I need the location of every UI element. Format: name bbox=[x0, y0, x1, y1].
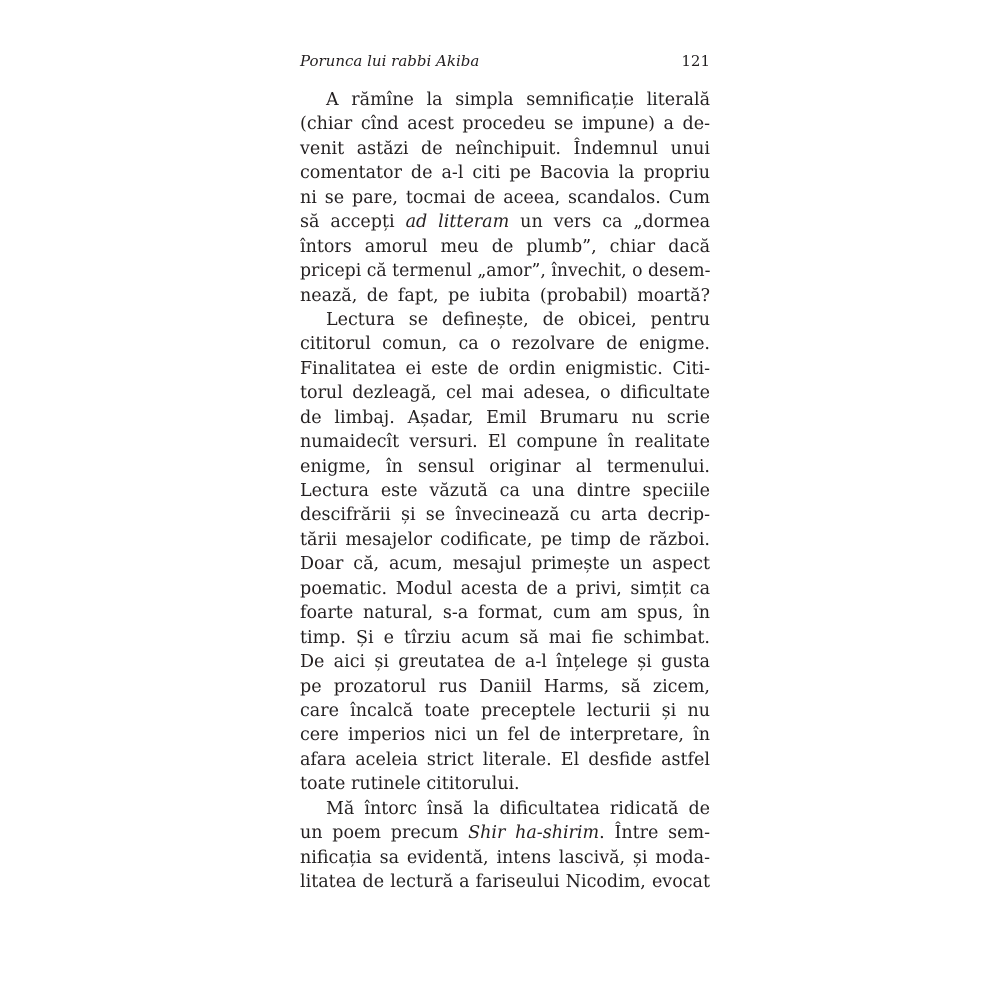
text-line: Finalitatea ei este de ordin enigmistic. Citi- bbox=[300, 358, 710, 379]
text-line: cere imperios nici un fel de interpretare, în bbox=[300, 725, 710, 746]
text-line: descifrării și se învecinează cu arta decrip- bbox=[300, 505, 710, 526]
latin-phrase: ad litteram bbox=[405, 212, 510, 233]
text-line: torul dezleagă, cel mai adesea, o dificultate bbox=[300, 383, 710, 404]
text-line: tării mesajelor codificate, pe timp de război. bbox=[300, 529, 710, 550]
running-title: Porunca lui rabbi Akiba bbox=[300, 52, 480, 70]
text-line: de limbaj. Așadar, Emil Brumaru nu scrie bbox=[300, 407, 710, 428]
text-line: Doar că, acum, mesajul primește un aspect bbox=[300, 554, 710, 575]
text-line: numaidecît versuri. El compune în realitate bbox=[300, 432, 710, 453]
text-line: cititorul comun, ca o rezolvare de enigme. bbox=[300, 334, 710, 355]
text-line: un poem precum Shir ha-shirim. Între sem- bbox=[300, 823, 710, 844]
paragraph bbox=[300, 797, 710, 895]
text-line: A rămîne la simpla semnificație literală bbox=[326, 90, 710, 110]
text-line: litatea de lectură a fariseului Nicodim, evocat bbox=[300, 872, 710, 892]
poem-title: Shir ha-shirim bbox=[468, 823, 600, 844]
text-line: să accepți ad litteram un vers ca „dormea bbox=[300, 212, 710, 233]
text-line: pricepi că termenul „amor”, învechit, o desem- bbox=[300, 261, 711, 282]
text-line: care încalcă toate preceptele lecturii și nu bbox=[300, 700, 710, 721]
text-line: poematic. Modul acesta de a privi, simțit ca bbox=[300, 578, 710, 599]
text-line: întors amorul meu de plumb”, chiar dacă bbox=[300, 236, 710, 257]
body-text bbox=[300, 88, 710, 894]
page-number: 121 bbox=[681, 52, 710, 70]
paragraph bbox=[300, 308, 710, 797]
text-line: enigme, în sensul originar al termenului. bbox=[300, 456, 710, 477]
text-line: (chiar cînd acest procedeu se impune) a de- bbox=[300, 114, 710, 135]
text-line: venit astăzi de neînchipuit. Îndemnul unui bbox=[300, 138, 710, 159]
text-line: nificația sa evidentă, intens lascivă, și moda- bbox=[300, 847, 710, 868]
text-line: ni se pare, tocmai de aceea, scandalos. Cum bbox=[300, 187, 710, 208]
text-line: nează, de fapt, pe iubita (probabil) moartă? bbox=[300, 285, 710, 306]
text-line: toate rutinele cititorului. bbox=[300, 774, 520, 795]
text-line: comentator de a-l citi pe Bacovia la propriu bbox=[300, 163, 710, 184]
paragraph bbox=[300, 88, 710, 308]
text-line: afara aceleia strict literale. El desfide astfel bbox=[300, 749, 710, 770]
text-line: timp. Și e tîrziu acum să mai fie schimbat. bbox=[300, 627, 710, 648]
text-line: Lectura se definește, de obicei, pentru bbox=[326, 309, 710, 330]
running-head bbox=[300, 52, 710, 72]
text-line: pe prozatorul rus Daniil Harms, să zicem, bbox=[300, 676, 710, 697]
text-line: Lectura este văzută ca una dintre speciile bbox=[300, 481, 710, 501]
text-line: De aici și greutatea de a-l înțelege și gusta bbox=[300, 652, 710, 673]
text-line: foarte natural, s-a format, cum am spus, în bbox=[300, 603, 710, 624]
text-line: Mă întorc însă la dificultatea ridicată de bbox=[326, 798, 710, 819]
